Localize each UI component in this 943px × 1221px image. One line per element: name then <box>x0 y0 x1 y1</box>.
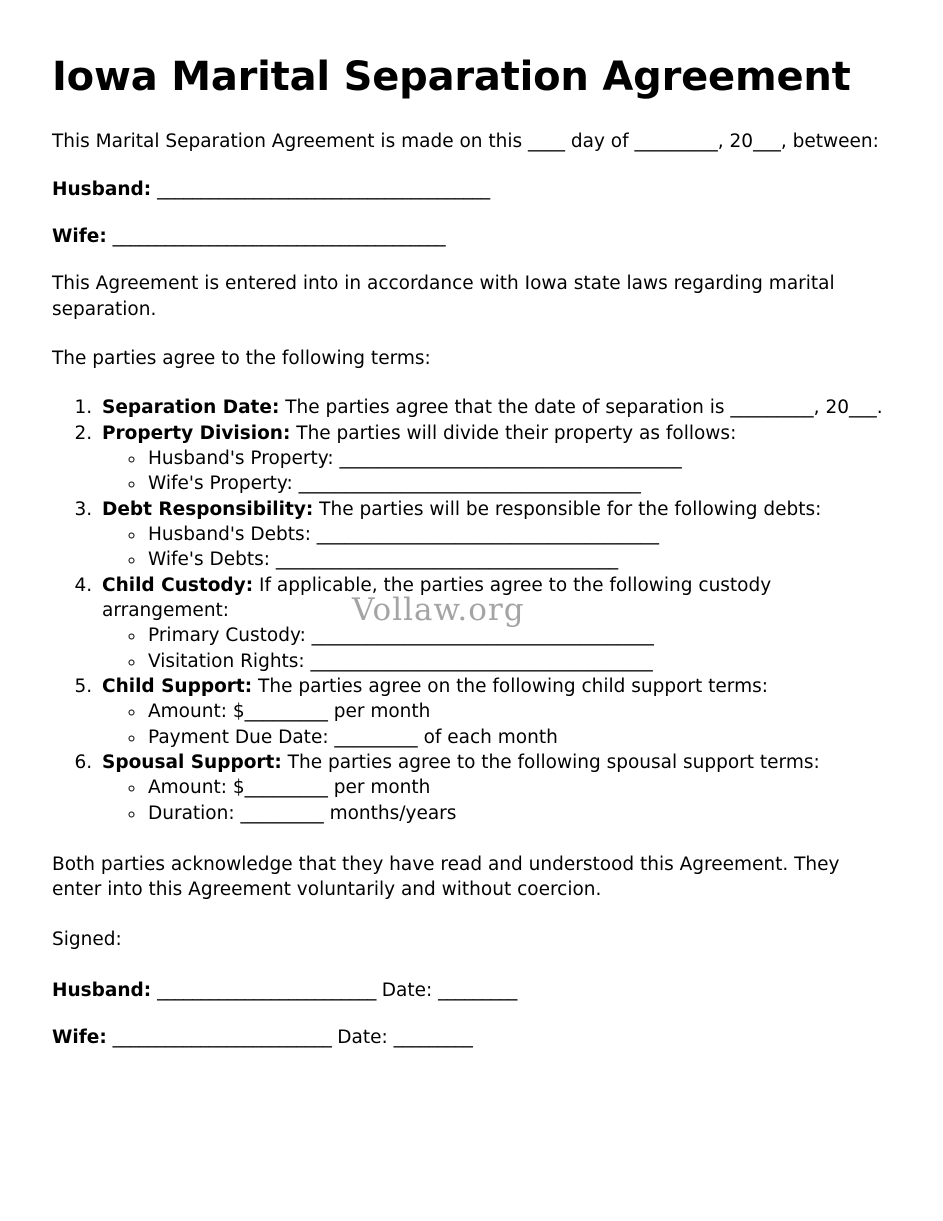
term-item <box>98 674 891 750</box>
term-body: If applicable, the parties agree to the following custody arrangement: <box>102 574 772 621</box>
term-item <box>98 573 891 674</box>
signature-name-blank[interactable]: _________________________ <box>157 980 376 1002</box>
wife-name-line <box>52 224 891 249</box>
term-sublist <box>102 775 891 826</box>
term-subitem[interactable]: ◦ Husband's Debts: _____________________________________ <box>146 522 891 547</box>
term-sublist <box>102 623 891 674</box>
term-subitem[interactable]: ◦ Amount: $_________ per month <box>146 775 891 800</box>
term-body: The parties will be responsible for the following debts: <box>313 498 822 520</box>
accordance-paragraph: This Agreement is entered into in accordance with Iowa state laws regarding marital separation. <box>52 273 835 320</box>
term-body: The parties will divide their property as follows: <box>290 422 737 444</box>
signature-date-label: Date: <box>337 1027 388 1049</box>
term-text <box>102 573 891 624</box>
term-title: Spousal Support: <box>102 752 282 774</box>
signed-label: Signed: <box>52 928 122 950</box>
term-text <box>102 674 891 699</box>
term-title: Child Custody: <box>102 574 254 596</box>
term-text <box>102 421 891 446</box>
term-sublist <box>102 522 891 573</box>
term-body: The parties agree to the following spousal support terms: <box>281 752 820 774</box>
term-body: The parties agree that the date of separation is _________, 20___. <box>279 397 883 419</box>
closing-paragraph: Both parties acknowledge that they have read and understood this Agreement. They enter into this Agreement voluntarily and without coercion. <box>52 854 840 901</box>
signature-line <box>52 978 891 1003</box>
term-body: The parties agree on the following child support terms: <box>252 676 768 698</box>
signature-party-label: Wife: <box>52 1027 107 1049</box>
term-sublist <box>102 699 891 750</box>
wife-label: Wife: <box>52 225 107 247</box>
term-text <box>102 750 891 775</box>
term-item <box>98 497 891 573</box>
signature-date-label: Date: <box>381 980 433 1002</box>
term-item <box>98 421 891 497</box>
watermark: Vollaw.org <box>352 592 525 628</box>
term-subitem[interactable]: ◦ Wife's Property: _____________________________________ <box>146 471 891 496</box>
agree-lead-paragraph: The parties agree to the following terms: <box>52 347 431 369</box>
term-text <box>102 497 891 522</box>
term-subitem[interactable]: ◦ Duration: _________ months/years <box>146 801 891 826</box>
term-title: Separation Date: <box>102 397 280 419</box>
signature-name-blank[interactable]: _________________________ <box>112 1027 332 1049</box>
term-subitem[interactable]: ◦ Payment Due Date: _________ of each month <box>146 725 891 750</box>
signature-date-blank[interactable]: _________ <box>393 1027 473 1049</box>
signature-date-blank[interactable]: _________ <box>438 980 517 1002</box>
term-item <box>98 395 891 420</box>
term-subitem[interactable]: ◦ Wife's Debts: _____________________________________ <box>146 547 891 572</box>
term-text <box>102 395 891 420</box>
term-subitem[interactable]: ◦ Visitation Rights: _____________________________________ <box>146 649 891 674</box>
husband-name-blank[interactable]: ______________________________________ <box>157 178 490 200</box>
term-title: Property Division: <box>102 422 291 444</box>
term-subitem[interactable]: ◦ Amount: $_________ per month <box>146 699 891 724</box>
term-subitem[interactable]: ◦ Husband's Property: _____________________________________ <box>146 446 891 471</box>
wife-name-blank[interactable]: ______________________________________ <box>112 225 446 247</box>
husband-name-line <box>52 177 891 202</box>
term-sublist <box>102 446 891 497</box>
term-title: Debt Responsibility: <box>102 498 314 520</box>
term-item <box>98 750 891 826</box>
term-subitem[interactable]: ◦ Primary Custody: _____________________________________ <box>146 623 891 648</box>
page-title: Iowa Marital Separation Agreement <box>52 54 851 100</box>
terms-list <box>52 395 891 826</box>
term-title: Child Support: <box>102 676 253 698</box>
signature-block <box>52 978 891 1051</box>
husband-label: Husband: <box>52 178 152 200</box>
signature-party-label: Husband: <box>52 980 152 1002</box>
signature-line <box>52 1025 891 1050</box>
intro-paragraph: This Marital Separation Agreement is made on this ____ day of _________, 20___, between: <box>52 131 879 153</box>
